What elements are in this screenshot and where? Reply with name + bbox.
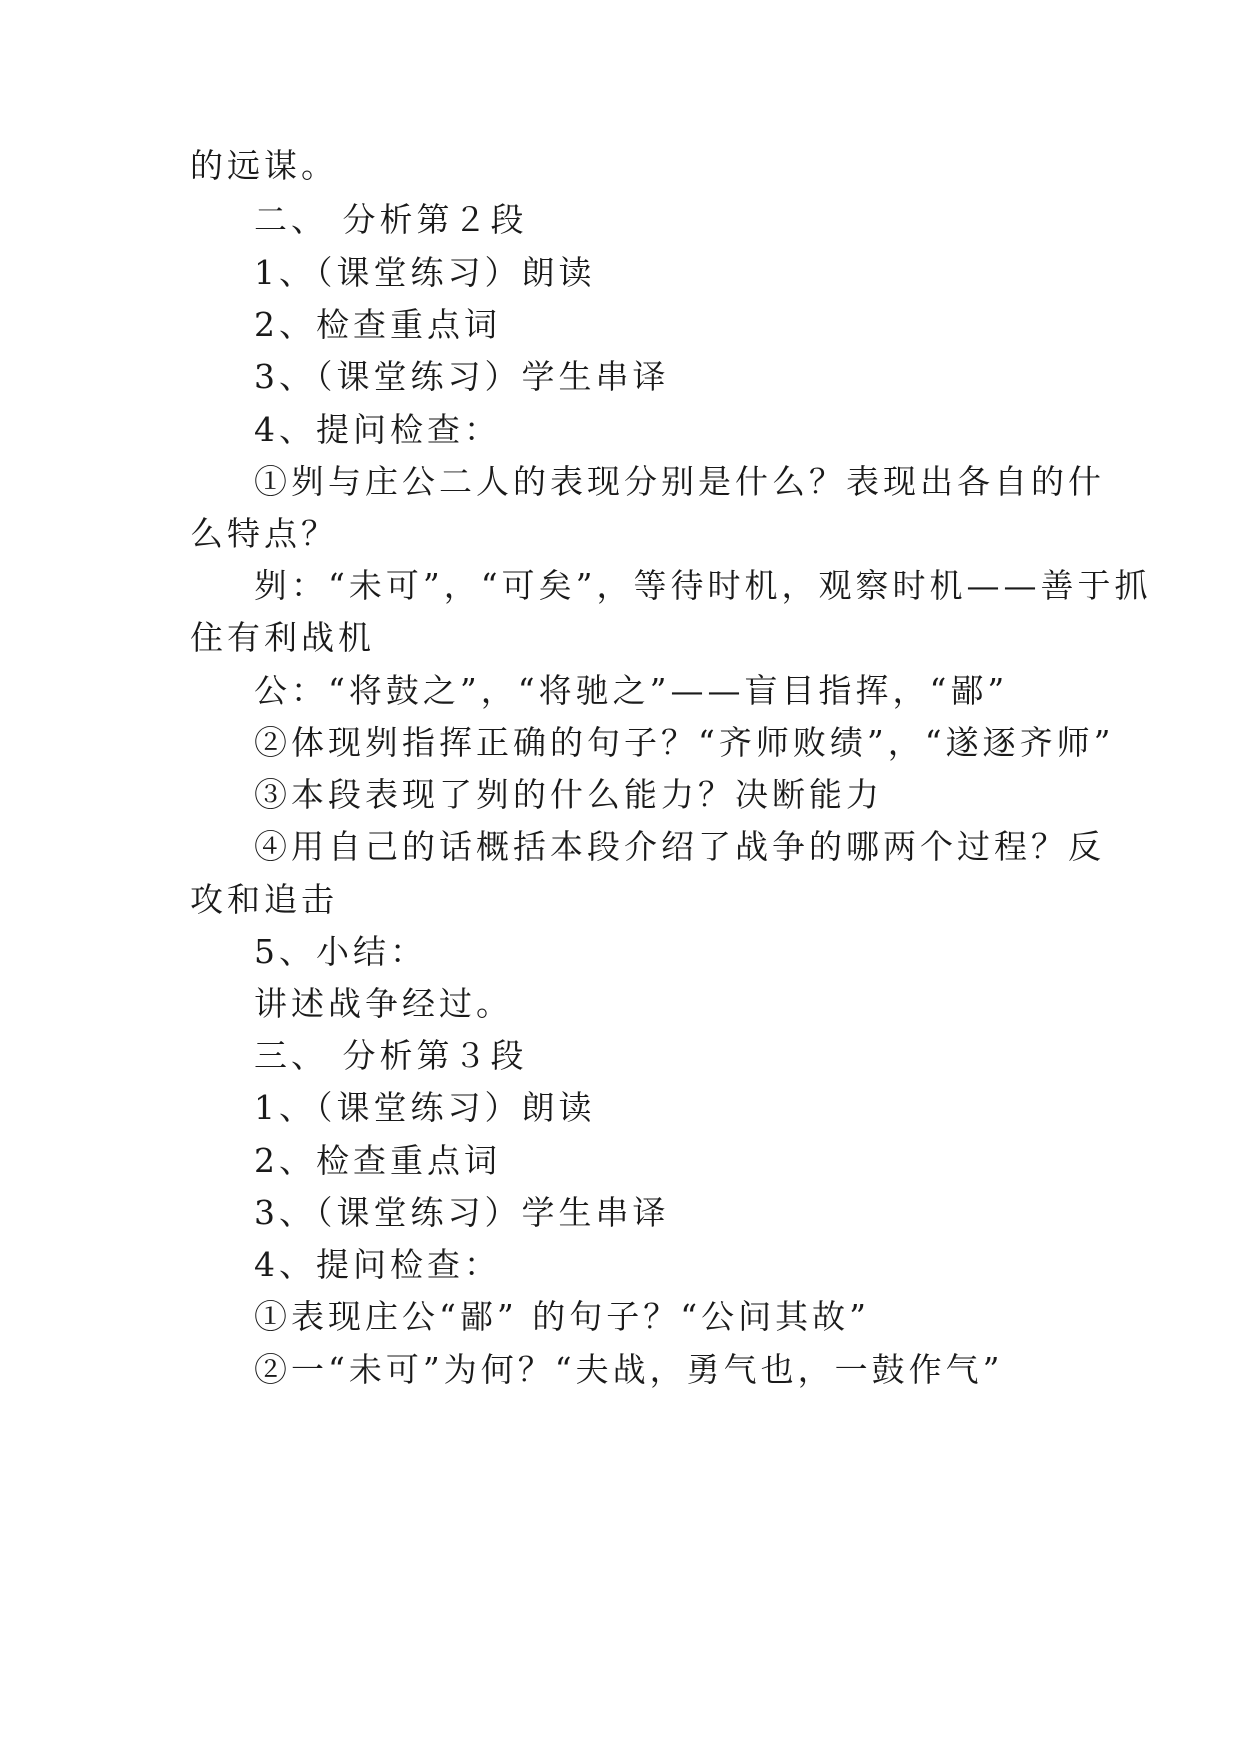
text-line: 讲述战争经过。 (254, 984, 513, 1023)
text-line: 3、（课堂练习）学生串译 (254, 1193, 670, 1232)
text-line: 住有利战机 (190, 618, 375, 657)
text-line: 1、（课堂练习）朗读 (254, 253, 596, 292)
text-line: 4、提问检查： (254, 410, 501, 449)
text-line: 4、提问检查： (254, 1245, 501, 1284)
text-line: ②一“未可”为何？“夫战，勇气也，一鼓作气” (254, 1350, 1004, 1389)
text-line: 么特点？ (190, 514, 338, 553)
text-line: 的远谋。 (190, 146, 338, 185)
text-line: 5、小结： (254, 932, 427, 971)
text-line: 3、（课堂练习）学生串译 (254, 357, 670, 396)
text-line: 刿：“未可”，“可矣”，等待时机，观察时机——善于抓 (254, 566, 1152, 605)
text-line: ①刿与庄公二人的表现分别是什么？表现出各自的什 (254, 462, 1105, 501)
section-heading: 二、 分析第２段 (254, 200, 528, 239)
text-line: ②体现刿指挥正确的句子？“齐师败绩”，“遂逐齐师” (254, 723, 1115, 762)
text-line: 2、检查重点词 (254, 1141, 501, 1180)
text-line: ③本段表现了刿的什么能力？决断能力 (254, 775, 883, 814)
text-line: 2、检查重点词 (254, 305, 501, 344)
text-line: 1、（课堂练习）朗读 (254, 1088, 596, 1127)
text-line: 公：“将鼓之”，“将驰之”——盲目指挥，“鄙” (254, 671, 1009, 710)
text-line: ①表现庄公“鄙” 的句子？“公问其故” (254, 1297, 870, 1336)
text-line: ④用自己的话概括本段介绍了战争的哪两个过程？反 (254, 827, 1105, 866)
text-line: 攻和追击 (190, 880, 338, 919)
section-heading: 三、 分析第３段 (254, 1036, 528, 1075)
